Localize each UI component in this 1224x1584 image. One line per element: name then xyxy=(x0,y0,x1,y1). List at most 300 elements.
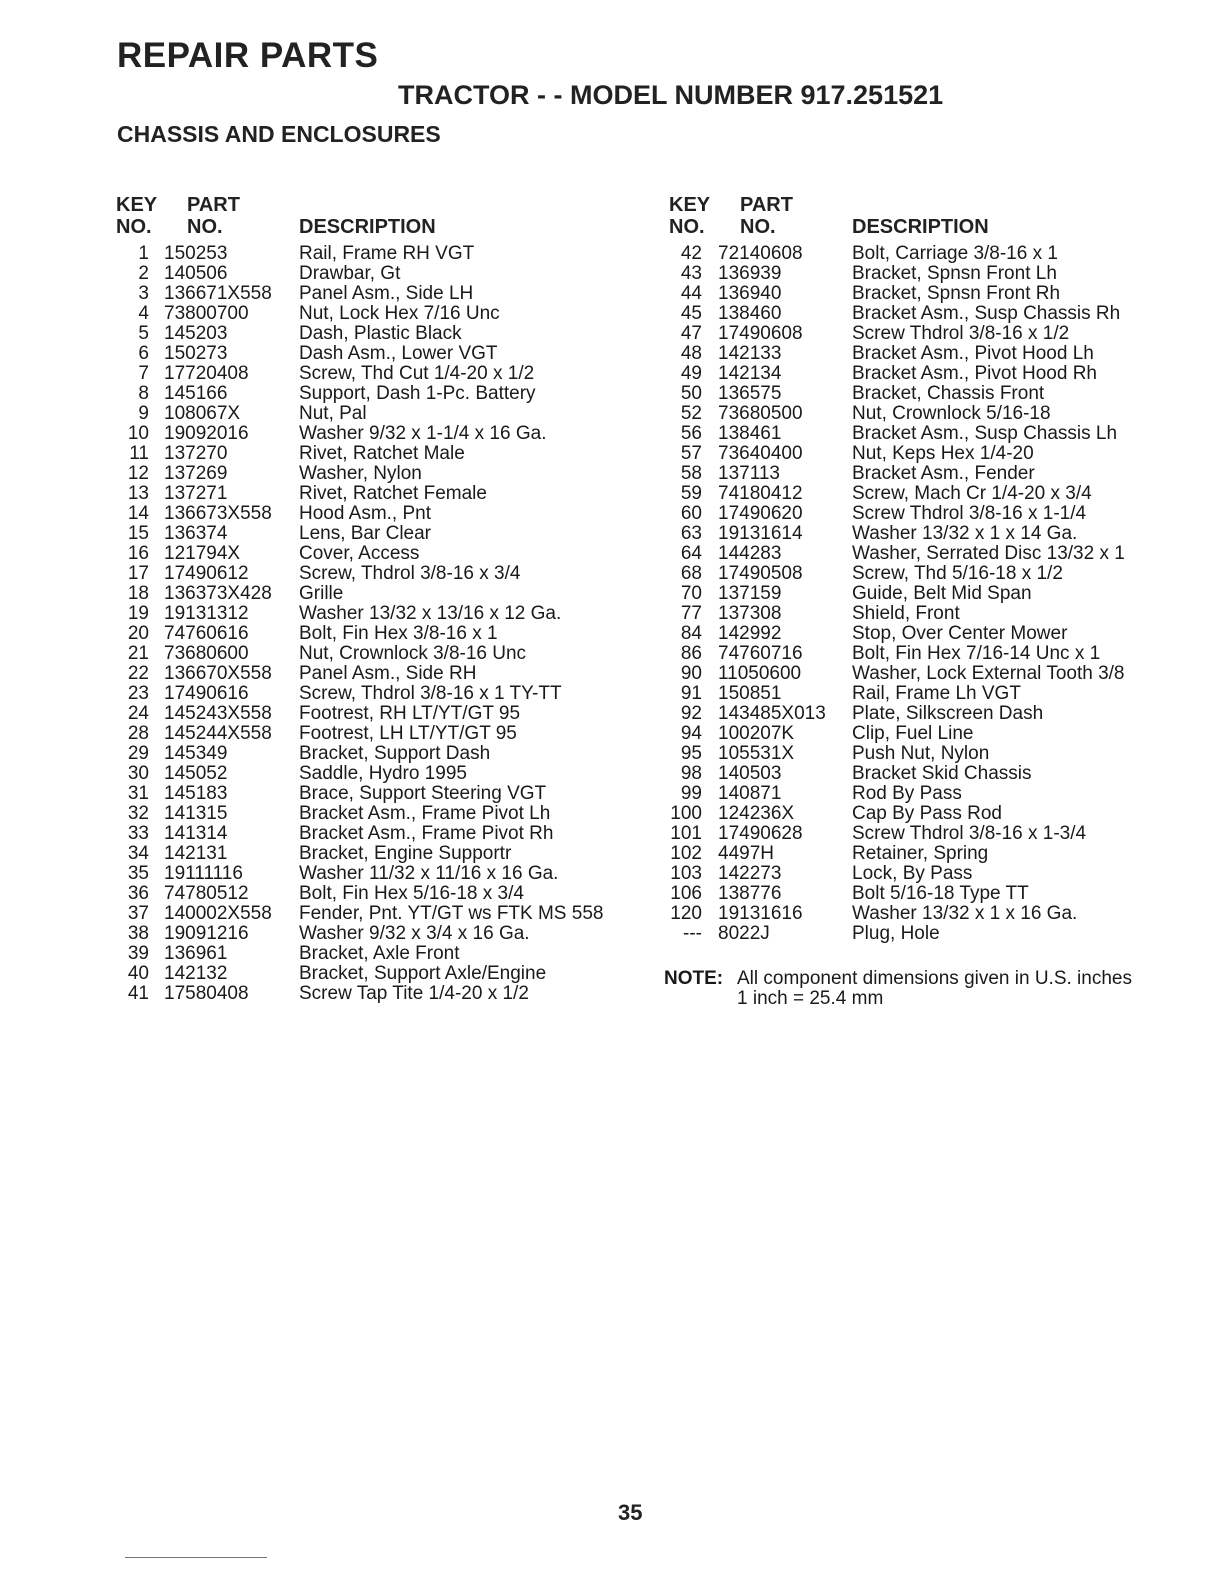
part-number: 137113 xyxy=(718,463,780,484)
part-description: Nut, Crownlock 5/16-18 xyxy=(852,403,1051,424)
key-number: 98 xyxy=(680,763,702,784)
part-description: Panel Asm., Side RH xyxy=(299,663,477,684)
model-subtitle: TRACTOR - - MODEL NUMBER 917.251521 xyxy=(398,80,944,110)
table-row xyxy=(113,844,633,864)
table-row xyxy=(666,364,1166,384)
part-description: Rivet, Ratchet Male xyxy=(299,443,465,464)
part-description: Washer, Lock External Tooth 3/8 xyxy=(852,663,1125,684)
part-number: 137270 xyxy=(164,443,228,464)
part-number: 17720408 xyxy=(164,363,249,384)
part-number: 145166 xyxy=(164,383,228,404)
part-description: Plug, Hole xyxy=(852,923,940,944)
part-description: Clip, Fuel Line xyxy=(852,723,974,744)
table-row xyxy=(113,804,633,824)
key-number: 4 xyxy=(138,303,149,324)
key-number: 58 xyxy=(680,463,702,484)
parts-table-left xyxy=(113,194,633,1004)
table-row xyxy=(113,324,633,344)
key-number: 22 xyxy=(127,663,149,684)
key-number: 49 xyxy=(680,363,702,384)
table-row xyxy=(666,524,1166,544)
key-number: 94 xyxy=(680,723,702,744)
key-number: 103 xyxy=(670,863,702,884)
header-part: PART xyxy=(740,194,793,216)
part-number: 142132 xyxy=(164,963,228,984)
key-number: 34 xyxy=(127,843,149,864)
part-number: 124236X xyxy=(718,803,795,824)
part-number: 136670X558 xyxy=(164,663,272,684)
section-title: CHASSIS AND ENCLOSURES xyxy=(117,121,441,147)
key-number: 11 xyxy=(129,443,149,464)
key-number: 70 xyxy=(680,583,702,604)
header-part-no: NO. xyxy=(740,216,776,238)
key-number: 106 xyxy=(670,883,702,904)
part-number: 136961 xyxy=(164,943,228,964)
part-description: Footrest, LH LT/YT/GT 95 xyxy=(299,723,517,744)
table-row xyxy=(113,484,633,504)
part-number: 105531X xyxy=(718,743,795,764)
key-number: 29 xyxy=(127,743,149,764)
key-number: 100 xyxy=(670,803,702,824)
part-description: Screw, Thdrol 3/8-16 x 3/4 xyxy=(299,563,521,584)
key-number: 68 xyxy=(680,563,702,584)
part-number: 142273 xyxy=(718,863,782,884)
key-number: 56 xyxy=(680,423,702,444)
page-number: 35 xyxy=(618,1500,643,1525)
table-row xyxy=(113,684,633,704)
part-description: Washer 9/32 x 1-1/4 x 16 Ga. xyxy=(299,423,547,444)
part-description: Screw Tap Tite 1/4-20 x 1/2 xyxy=(299,983,529,1004)
part-number: 100207K xyxy=(718,723,795,744)
table-row xyxy=(666,464,1166,484)
part-description: Bracket Asm., Susp Chassis Rh xyxy=(852,303,1121,324)
part-number: 137308 xyxy=(718,603,782,624)
part-description: Lens, Bar Clear xyxy=(299,523,432,544)
key-number: 43 xyxy=(680,263,702,284)
part-number: 136374 xyxy=(164,523,228,544)
table-row xyxy=(666,764,1166,784)
part-number: 143485X013 xyxy=(718,703,826,724)
part-number: 138461 xyxy=(718,423,782,444)
part-number: 11050600 xyxy=(718,663,802,684)
table-row xyxy=(113,864,633,884)
part-description: Bracket Asm., Frame Pivot Lh xyxy=(299,803,551,824)
key-number: 36 xyxy=(127,883,149,904)
key-number: 50 xyxy=(680,383,702,404)
part-description: Bracket, Axle Front xyxy=(299,943,460,964)
part-number: 73640400 xyxy=(718,443,803,464)
part-number: 17490620 xyxy=(718,503,803,524)
part-number: 145052 xyxy=(164,763,228,784)
header-key-no: NO. xyxy=(116,216,152,238)
table-row xyxy=(666,604,1166,624)
part-description: Retainer, Spring xyxy=(852,843,989,864)
key-number: 37 xyxy=(127,903,149,924)
part-number: 141314 xyxy=(164,823,228,844)
part-description: Rivet, Ratchet Female xyxy=(299,483,487,504)
key-number: 28 xyxy=(127,723,149,744)
table-row xyxy=(113,904,633,924)
key-number: 39 xyxy=(127,943,149,964)
table-row xyxy=(113,564,633,584)
key-number: 120 xyxy=(670,903,702,924)
part-description: Bracket Skid Chassis xyxy=(852,763,1032,784)
part-number: 73680500 xyxy=(718,403,803,424)
key-number: 1 xyxy=(138,243,149,264)
table-row xyxy=(666,564,1166,584)
part-description: Guide, Belt Mid Span xyxy=(852,583,1032,604)
part-number: 150273 xyxy=(164,343,228,364)
page-title: REPAIR PARTS xyxy=(117,36,379,75)
key-number: 35 xyxy=(127,863,149,884)
key-number: 32 xyxy=(127,803,149,824)
table-row xyxy=(113,604,633,624)
part-description: Rail, Frame Lh VGT xyxy=(852,683,1021,704)
key-number: 12 xyxy=(127,463,149,484)
key-number: 64 xyxy=(680,543,702,564)
part-number: 73680600 xyxy=(164,643,249,664)
part-description: Washer, Serrated Disc 13/32 x 1 xyxy=(852,543,1125,564)
header-part: PART xyxy=(187,194,240,216)
table-row xyxy=(113,884,633,904)
part-number: 142134 xyxy=(718,363,782,384)
part-description: Fender, Pnt. YT/GT ws FTK MS 558 xyxy=(299,903,604,924)
table-row xyxy=(113,724,633,744)
part-number: 137271 xyxy=(164,483,228,504)
part-description: Bracket Asm., Pivot Hood Rh xyxy=(852,363,1097,384)
part-number: 74760616 xyxy=(164,623,249,644)
part-number: 150851 xyxy=(718,683,782,704)
part-number: 138460 xyxy=(718,303,782,324)
part-description: Bracket Asm., Frame Pivot Rh xyxy=(299,823,554,844)
part-number: 72140608 xyxy=(718,243,803,264)
part-description: Drawbar, Gt xyxy=(299,263,401,284)
table-row xyxy=(113,744,633,764)
table-row xyxy=(666,444,1166,464)
table-row xyxy=(113,924,633,944)
key-number: 90 xyxy=(680,663,702,684)
part-description: Support, Dash 1-Pc. Battery xyxy=(299,383,536,404)
part-number: 136373X428 xyxy=(164,583,272,604)
key-number: 13 xyxy=(127,483,149,504)
key-number: 63 xyxy=(680,523,702,544)
part-number: 19131614 xyxy=(718,523,803,544)
part-description: Panel Asm., Side LH xyxy=(299,283,474,304)
table-row xyxy=(666,684,1166,704)
part-number: 140506 xyxy=(164,263,228,284)
key-number: 84 xyxy=(680,623,702,644)
part-number: 136939 xyxy=(718,263,782,284)
table-row xyxy=(113,984,633,1004)
part-description: Bolt, Carriage 3/8-16 x 1 xyxy=(852,243,1058,264)
key-number: 57 xyxy=(680,443,702,464)
part-description: Bolt, Fin Hex 3/8-16 x 1 xyxy=(299,623,498,644)
key-number: 77 xyxy=(680,603,702,624)
table-row xyxy=(113,644,633,664)
part-number: 145349 xyxy=(164,743,228,764)
part-description: Washer 9/32 x 3/4 x 16 Ga. xyxy=(299,923,530,944)
part-description: Screw, Thdrol 3/8-16 x 1 TY-TT xyxy=(299,683,562,704)
part-description: Screw, Thd 5/16-18 x 1/2 xyxy=(852,563,1063,584)
part-description: Nut, Keps Hex 1/4-20 xyxy=(852,443,1034,464)
table-row xyxy=(666,664,1166,684)
table-row xyxy=(666,544,1166,564)
key-number: 8 xyxy=(138,383,149,404)
key-number: 38 xyxy=(127,923,149,944)
key-number: 101 xyxy=(670,823,702,844)
key-number: 10 xyxy=(127,423,149,444)
table-row xyxy=(113,404,633,424)
table-row xyxy=(666,804,1166,824)
part-number: 145183 xyxy=(164,783,228,804)
table-row xyxy=(666,924,1166,944)
key-number: 33 xyxy=(127,823,149,844)
part-number: 140871 xyxy=(718,783,782,804)
key-number: 92 xyxy=(680,703,702,724)
key-number: 86 xyxy=(680,643,702,664)
part-description: Rail, Frame RH VGT xyxy=(299,243,475,264)
part-number: 17490508 xyxy=(718,563,803,584)
key-number: 17 xyxy=(127,563,149,584)
key-number: 59 xyxy=(680,483,702,504)
part-number: 17490608 xyxy=(718,323,803,344)
part-number: 19131312 xyxy=(164,603,249,624)
part-description: Bolt 5/16-18 Type TT xyxy=(852,883,1029,904)
header-description: DESCRIPTION xyxy=(852,216,989,238)
table-row xyxy=(666,884,1166,904)
part-description: Screw, Mach Cr 1/4-20 x 3/4 xyxy=(852,483,1092,504)
part-number: 136671X558 xyxy=(164,283,272,304)
key-number: 21 xyxy=(127,643,149,664)
table-row xyxy=(666,824,1166,844)
part-number: 138776 xyxy=(718,883,782,904)
table-row xyxy=(113,704,633,724)
part-number: 17490628 xyxy=(718,823,803,844)
key-number: --- xyxy=(683,923,702,944)
key-number: 23 xyxy=(127,683,149,704)
part-description: Hood Asm., Pnt xyxy=(299,503,432,524)
table-row xyxy=(113,664,633,684)
part-description: Dash Asm., Lower VGT xyxy=(299,343,498,364)
part-description: Nut, Lock Hex 7/16 Unc xyxy=(299,303,500,324)
part-number: 144283 xyxy=(718,543,782,564)
part-description: Bracket Asm., Fender xyxy=(852,463,1035,484)
table-row xyxy=(113,464,633,484)
part-number: 19131616 xyxy=(718,903,803,924)
table-row xyxy=(113,304,633,324)
table-row xyxy=(113,364,633,384)
key-number: 19 xyxy=(127,603,149,624)
part-number: 136575 xyxy=(718,383,782,404)
table-row xyxy=(666,424,1166,444)
key-number: 60 xyxy=(680,503,702,524)
table-row xyxy=(113,424,633,444)
key-number: 44 xyxy=(680,283,702,304)
parts-table-right xyxy=(666,194,1166,944)
table-row xyxy=(113,964,633,984)
part-number: 142992 xyxy=(718,623,782,644)
part-description: Washer, Nylon xyxy=(299,463,422,484)
part-description: Saddle, Hydro 1995 xyxy=(299,763,467,784)
key-number: 47 xyxy=(680,323,702,344)
table-row xyxy=(666,704,1166,724)
note-conversion: 1 inch = 25.4 mm xyxy=(737,988,884,1009)
part-description: Screw Thdrol 3/8-16 x 1-3/4 xyxy=(852,823,1087,844)
part-number: 74760716 xyxy=(718,643,803,664)
part-description: Bracket, Engine Supportr xyxy=(299,843,512,864)
table-row xyxy=(113,244,633,264)
table-row xyxy=(666,644,1166,664)
key-number: 102 xyxy=(670,843,702,864)
part-description: Bracket, Support Dash xyxy=(299,743,491,764)
header-part-no: NO. xyxy=(187,216,223,238)
note-label: NOTE: xyxy=(664,968,724,989)
table-row xyxy=(113,444,633,464)
table-row xyxy=(113,944,633,964)
part-description: Rod By Pass xyxy=(852,783,962,804)
table-row xyxy=(113,264,633,284)
part-description: Grille xyxy=(299,583,344,604)
part-number: 4497H xyxy=(718,843,774,864)
part-description: Lock, By Pass xyxy=(852,863,973,884)
part-number: 145203 xyxy=(164,323,228,344)
part-number: 19092016 xyxy=(164,423,249,444)
key-number: 18 xyxy=(127,583,149,604)
key-number: 31 xyxy=(127,783,149,804)
table-row xyxy=(113,784,633,804)
table-row xyxy=(113,504,633,524)
table-header xyxy=(666,194,1166,244)
key-number: 7 xyxy=(138,363,149,384)
part-number: 140503 xyxy=(718,763,782,784)
key-number: 2 xyxy=(138,263,149,284)
table-row xyxy=(666,744,1166,764)
part-number: 142133 xyxy=(718,343,782,364)
table-row xyxy=(666,584,1166,604)
part-number: 74180412 xyxy=(718,483,803,504)
table-row xyxy=(113,284,633,304)
header-description: DESCRIPTION xyxy=(299,216,436,238)
table-row xyxy=(666,904,1166,924)
key-number: 30 xyxy=(127,763,149,784)
table-row xyxy=(113,824,633,844)
table-header xyxy=(113,194,633,244)
part-description: Bracket Asm., Susp Chassis Lh xyxy=(852,423,1118,444)
part-description: Bracket, Spnsn Front Lh xyxy=(852,263,1057,284)
part-description: Bracket, Spnsn Front Rh xyxy=(852,283,1061,304)
table-row xyxy=(113,344,633,364)
table-row xyxy=(666,504,1166,524)
key-number: 41 xyxy=(127,983,149,1004)
key-number: 91 xyxy=(680,683,702,704)
header-key-no: NO. xyxy=(669,216,705,238)
part-description: Washer 11/32 x 11/16 x 16 Ga. xyxy=(299,863,559,884)
part-number: 137159 xyxy=(718,583,782,604)
table-row xyxy=(666,304,1166,324)
part-description: Bolt, Fin Hex 7/16-14 Unc x 1 xyxy=(852,643,1101,664)
part-number: 19091216 xyxy=(164,923,249,944)
part-number: 142131 xyxy=(164,843,228,864)
key-number: 14 xyxy=(127,503,149,524)
part-description: Screw Thdrol 3/8-16 x 1-1/4 xyxy=(852,503,1087,524)
key-number: 52 xyxy=(680,403,702,424)
table-row xyxy=(113,524,633,544)
part-description: Bracket, Chassis Front xyxy=(852,383,1045,404)
part-number: 140002X558 xyxy=(164,903,272,924)
key-number: 40 xyxy=(127,963,149,984)
part-number: 17490616 xyxy=(164,683,249,704)
part-description: Cover, Access xyxy=(299,543,420,564)
table-row xyxy=(666,344,1166,364)
table-row xyxy=(666,264,1166,284)
key-number: 3 xyxy=(138,283,149,304)
part-number: 150253 xyxy=(164,243,228,264)
part-number: 136940 xyxy=(718,283,782,304)
part-number: 17490612 xyxy=(164,563,249,584)
part-description: Push Nut, Nylon xyxy=(852,743,990,764)
part-number: 145244X558 xyxy=(164,723,272,744)
part-description: Washer 13/32 x 1 x 16 Ga. xyxy=(852,903,1078,924)
part-description: Stop, Over Center Mower xyxy=(852,623,1068,644)
key-number: 99 xyxy=(680,783,702,804)
table-row xyxy=(666,404,1166,424)
part-description: Washer 13/32 x 1 x 14 Ga. xyxy=(852,523,1078,544)
part-number: 73800700 xyxy=(164,303,249,324)
table-row xyxy=(666,864,1166,884)
part-number: 141315 xyxy=(164,803,228,824)
part-number: 17580408 xyxy=(164,983,249,1004)
part-description: Shield, Front xyxy=(852,603,960,624)
parts-rows-right xyxy=(666,244,1166,944)
table-row xyxy=(113,584,633,604)
key-number: 42 xyxy=(680,243,702,264)
table-row xyxy=(666,784,1166,804)
part-description: Bolt, Fin Hex 5/16-18 x 3/4 xyxy=(299,883,524,904)
table-row xyxy=(666,724,1166,744)
table-row xyxy=(113,624,633,644)
key-number: 45 xyxy=(680,303,702,324)
table-row xyxy=(666,384,1166,404)
table-row xyxy=(666,844,1166,864)
table-row xyxy=(113,384,633,404)
part-number: 8022J xyxy=(718,923,770,944)
key-number: 48 xyxy=(680,343,702,364)
table-row xyxy=(113,764,633,784)
part-number: 74780512 xyxy=(164,883,249,904)
part-number: 137269 xyxy=(164,463,228,484)
key-number: 95 xyxy=(680,743,702,764)
part-description: Nut, Crownlock 3/8-16 Unc xyxy=(299,643,527,664)
table-row xyxy=(113,544,633,564)
key-number: 20 xyxy=(127,623,149,644)
part-number: 145243X558 xyxy=(164,703,272,724)
part-description: Plate, Silkscreen Dash xyxy=(852,703,1044,724)
part-description: Bracket Asm., Pivot Hood Lh xyxy=(852,343,1094,364)
part-number: 136673X558 xyxy=(164,503,272,524)
part-description: Screw Thdrol 3/8-16 x 1/2 xyxy=(852,323,1070,344)
table-row xyxy=(666,324,1166,344)
footer-link-underline xyxy=(125,1557,267,1558)
part-description: Washer 13/32 x 13/16 x 12 Ga. xyxy=(299,603,562,624)
table-row xyxy=(666,244,1166,264)
part-description: Footrest, RH LT/YT/GT 95 xyxy=(299,703,521,724)
key-number: 9 xyxy=(138,403,149,424)
part-description: Nut, Pal xyxy=(299,403,367,424)
key-number: 5 xyxy=(138,323,149,344)
part-number: 108067X xyxy=(164,403,241,424)
key-number: 15 xyxy=(127,523,149,544)
note-text: All component dimensions given in U.S. inches xyxy=(737,968,1132,989)
